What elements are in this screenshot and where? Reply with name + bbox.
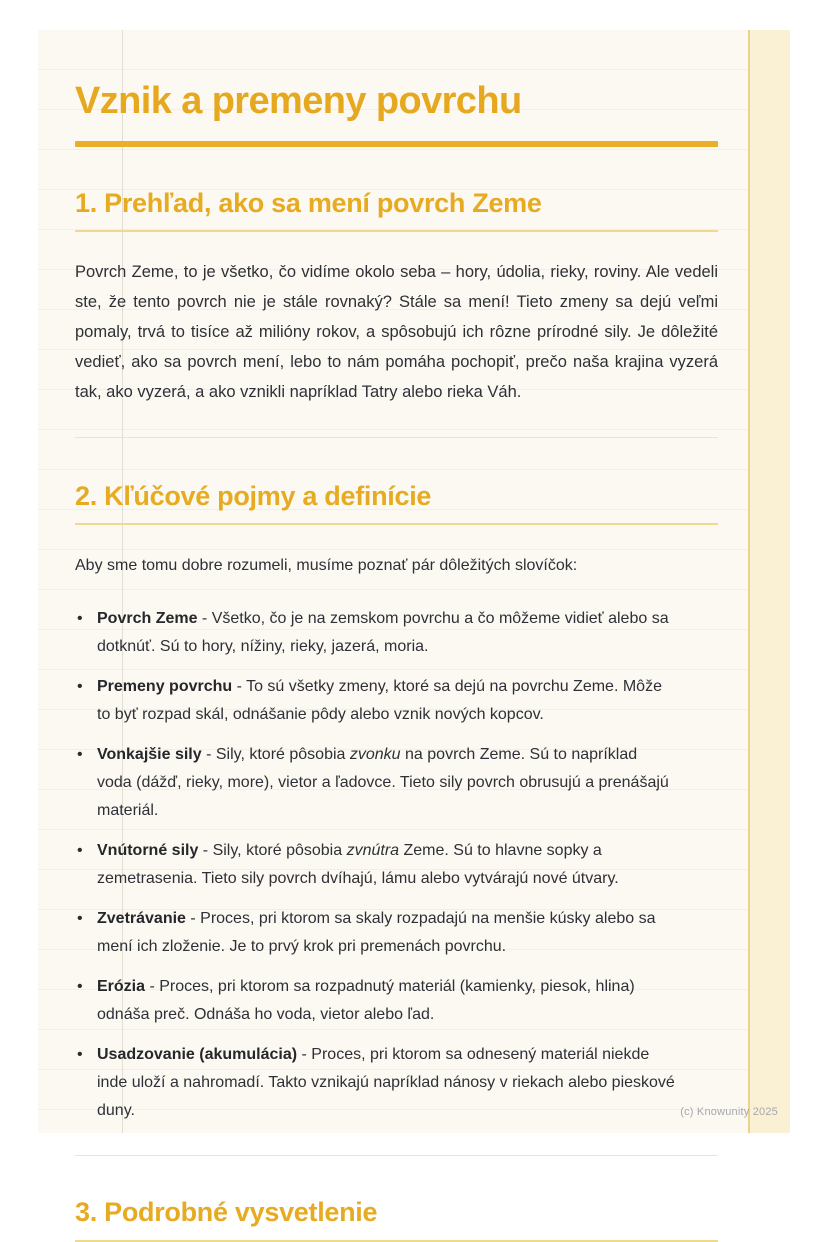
section-divider xyxy=(75,1155,718,1156)
term-label: Povrch Zeme xyxy=(97,610,198,628)
term-label: Usadzovanie (akumulácia) xyxy=(97,1046,298,1064)
title-underline-rule xyxy=(75,141,718,147)
term-label: Vonkajšie sily xyxy=(97,746,202,764)
term-item-vnutorne-sily xyxy=(75,837,675,893)
term-item-usadzovanie xyxy=(75,1041,675,1125)
term-definition: - Proces, pri ktorom sa skaly rozpadajú na menšie kúsky alebo sa mení ich zloženie. Je to prvý krok pri premenách povrchu. xyxy=(97,910,656,956)
bullet-icon: • xyxy=(77,746,83,764)
bullet-icon: • xyxy=(77,1046,83,1064)
bullet-icon: • xyxy=(77,910,83,928)
term-definition: - Sily, ktoré pôsobia xyxy=(198,842,347,860)
section-divider xyxy=(75,437,718,438)
term-item-zvetravanie xyxy=(75,905,675,961)
section-heading-2: 2. Kľúčové pojmy a definície xyxy=(75,480,718,525)
term-item-erozia xyxy=(75,973,675,1029)
page-title: Vznik a premeny povrchu xyxy=(75,80,522,122)
term-definition: - To sú všetky zmeny, ktoré sa dejú na povrchu Zeme. Môže to byť rozpad skál, odnášanie pôdy alebo vznik nových kopcov. xyxy=(97,678,662,724)
term-label: Vnútorné sily xyxy=(97,842,199,860)
section-heading-3: 3. Podrobné vysvetlenie xyxy=(75,1196,718,1241)
copyright-text: (c) Knowunity 2025 xyxy=(680,1106,778,1118)
bullet-icon: • xyxy=(77,842,83,860)
term-definition-rest: na povrch Zeme. Sú to napríklad voda (dážď, rieky, more), vietor a ľadovce. Tieto sily povrch obrusujú a prenášajú materiál. xyxy=(97,746,669,820)
terms-list xyxy=(75,605,718,1125)
term-definition-rest: Zeme. Sú to hlavne sopky a zemetrasenia. Tieto sily povrch dvíhajú, lámu alebo vytvárajú nové útvary. xyxy=(97,842,619,888)
bullet-icon: • xyxy=(77,678,83,696)
term-definition-italic: zvonku xyxy=(349,746,401,764)
term-item-premeny-povrchu xyxy=(75,673,675,729)
term-definition: - Všetko, čo je na zemskom povrchu a čo môžeme vidieť alebo sa dotknúť. Sú to hory, nížiny, rieky, jazerá, moria. xyxy=(97,610,669,656)
term-item-povrch-zeme xyxy=(75,605,675,661)
term-label: Erózia xyxy=(97,978,146,996)
term-definition-italic: zvnútra xyxy=(346,842,400,860)
bullet-icon: • xyxy=(77,610,83,628)
overview-paragraph: Povrch Zeme, to je všetko, čo vidíme okolo seba – hory, údolia, rieky, roviny. Ale vedeli ste, že tento povrch nie je stále rovnaký? Stále sa mení! Tieto zmeny sa dejú veľmi pomaly, trvá to tisíce až milióny rokov, a spôsobujú ich rôzne prírodné sily. Je dôležité vedieť, ako sa povrch mení, lebo to nám pomáha pochopiť, prečo naša krajina vyzerá tak, ako vyzerá, a ako vznikli napríklad Tatry alebo rieka Váh. xyxy=(75,263,718,402)
term-label: Zvetrávanie xyxy=(97,910,186,928)
term-definition: - Proces, pri ktorom sa odnesený materiál niekde inde uloží a nahromadí. Takto vznikajú napríklad nánosy v riekach alebo pieskové duny. xyxy=(97,1046,675,1120)
page-content xyxy=(38,30,790,1242)
bullet-icon: • xyxy=(77,978,83,996)
glossary-intro-text: Aby sme tomu dobre rozumeli, musíme poznať pár dôležitých slovíčok: xyxy=(75,557,578,575)
term-definition: - Proces, pri ktorom sa rozpadnutý materiál (kamienky, piesok, hlina) odnáša preč. Odnáša ho voda, vietor alebo ľad. xyxy=(97,978,635,1024)
term-label: Premeny povrchu xyxy=(97,678,233,696)
term-item-vonkajsie-sily xyxy=(75,741,675,825)
document-page xyxy=(38,30,790,1228)
term-definition: - Sily, ktoré pôsobia xyxy=(201,746,350,764)
section-heading-1: 1. Prehľad, ako sa mení povrch Zeme xyxy=(75,187,718,232)
